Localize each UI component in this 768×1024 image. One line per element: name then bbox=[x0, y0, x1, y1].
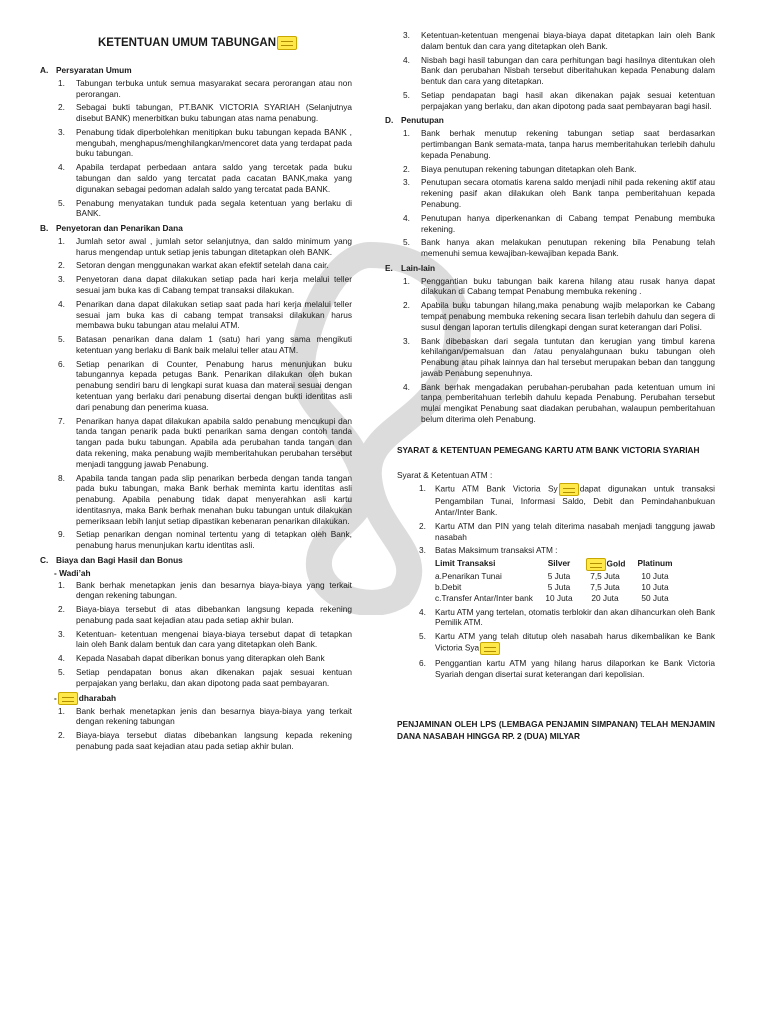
list-item: 8. Apabila tanda tangan pada slip penarikan berbeda dengan tanda tangan pada buku tabungan, maka Bank berhak meminta kartu identitas asli penabung. Apabila penabung tidak dapat menyerahkan asli kartu identitasnya, maka Bank berhak menahan buku tabungan untuk dilakukan pemeriksaan lebih lanjut setiap dipastikan kebenaran penarikan dilakukan. bbox=[58, 472, 352, 526]
section-b-list bbox=[40, 236, 352, 551]
section-d-list bbox=[385, 128, 715, 259]
sticky-note-icon[interactable] bbox=[480, 642, 500, 655]
list-item: 4. Nisbah bagi hasil tabungan dan cara perhitungan bagi hasilnya ditentukan oleh Bank dan perubahan Nisbah tersebut diberitahukan kepada Penabung dalam bentuk dan cara yang ditetapkan. bbox=[403, 54, 715, 87]
mudharabah-title: - dharabah bbox=[54, 692, 117, 703]
list-item: 1. Bank berhak menetapkan jenis dan besarnya biaya-biaya yang terkait dengan rekening tabungan. bbox=[58, 579, 352, 601]
list-item: 6. Setiap penarikan di Counter, Penabung harus menunjukan buku tabungannya kepada petugas Bank. Penarikan dilakukan oleh bukan penabung sendiri baru di lengkapi surat kuasa dan materai sesuai dengan ketentuan yang berlaku dari penabung disertai dengan bukti identitas asli dari penabung dan penerima kuasa. bbox=[58, 358, 352, 412]
list-item: 3. Batas Maksimum transaksi ATM : Limit Transaksi Silver Gold Platinum a.Penarikan Tunai 5 Juta 7,5 Juta 10 Juta b.Debit 5 Juta 7,5 Juta 10 Juta c.Transfer Antar/Inter bank 10 Juta 20 Juta 50 Juta bbox=[385, 545, 715, 603]
list-item: 2. Setoran dengan menggunakan warkat akan efektif setelah dana cair. bbox=[58, 260, 329, 271]
list-item: 2. Biaya-biaya tersebut di atas dibebankan langsung kepada rekening penabung pada saat kejadian atau pada setiap akhir bulan. bbox=[58, 604, 352, 625]
left-column bbox=[40, 30, 352, 755]
sticky-note-icon[interactable] bbox=[277, 36, 297, 50]
wadiah-title: - Wadi’ah bbox=[54, 567, 91, 578]
list-item: 3. Ketentuan-ketentuan mengenai biaya-biaya dapat ditetapkan lain oleh Bank dalam bentuk dan cara yang ditetapkan oleh Bank. bbox=[403, 30, 715, 51]
mudharabah-list bbox=[40, 706, 352, 752]
list-item: 5. Penabung menyatakan tunduk pada segala ketentuan yang berlaku di BANK. bbox=[58, 197, 352, 219]
section-c-title: C. Biaya dan Bagi Hasil dan Bonus bbox=[40, 554, 183, 565]
list-item: 9. Setiap penarikan dengan nominal tertentu yang di tetapkan oleh Bank, penabung harus menunjukan kartu identitas asli. bbox=[58, 529, 352, 551]
sticky-note-icon[interactable] bbox=[58, 692, 78, 705]
list-item: 4. Kartu ATM yang tertelan, otomatis terblokir dan akan dihancurkan oleh Bank Pemilik ATM. bbox=[419, 606, 715, 628]
lps-guarantee-notice: PENJAMINAN OLEH LPS (LEMBAGA PENJAMIN SIMPANAN) TELAH MENJAMIN DANA NASABAH HINGGA RP. 2 (DUA) MILYAR bbox=[397, 718, 715, 742]
list-item: 4. Penutupan hanya diperkenankan di Cabang tempat Penabung membuka rekening. bbox=[403, 212, 715, 234]
section-e-title: E. Lain-lain bbox=[385, 262, 436, 273]
right-column bbox=[385, 30, 715, 743]
list-item: 5. Kartu ATM yang telah ditutup oleh nasabah harus dikembalikan ke Bank Victoria Sya bbox=[385, 631, 715, 655]
list-item: 2. Apabila buku tabungan hilang,maka penabung wajib melaporkan ke Cabang tempat penabung membuka rekening secara lisan terlebih dahulu dan segera di susul dengan laporan tertulis dilengkapi dengan surat keterangan dari Polisi. bbox=[403, 300, 715, 332]
table-row: c.Transfer Antar/Inter bank 10 Juta 20 Juta 50 Juta bbox=[435, 592, 669, 603]
document-title-row bbox=[98, 36, 352, 51]
list-item: 2. Biaya-biaya tersebut diatas dibebankan langsung kepada rekening penabung pada saat kejadian atau pada setiap akhir bulan. bbox=[58, 730, 352, 751]
sticky-note-icon[interactable] bbox=[559, 483, 579, 496]
atm-intro: Syarat & Ketentuan ATM : bbox=[397, 469, 493, 480]
atm-list bbox=[385, 483, 715, 679]
section-c-continued-list bbox=[385, 30, 715, 111]
list-item: 4. Bank berhak mengadakan perubahan-perubahan pada ketentuan umum ini tanpa pemberitahuan terlebih dahulu kepada Penabung. Perubahan tersebut mulai mengikat Penabung saat diadakan perubahan, walaupun pemberitahuan belum diterima oleh Penabung. bbox=[403, 381, 715, 424]
wadiah-list bbox=[40, 580, 352, 689]
section-a-title: A. Persyaratan Umum bbox=[40, 64, 132, 75]
list-item: 2. Kartu ATM dan PIN yang telah diterima nasabah menjadi tanggung jawab nasabah bbox=[419, 520, 715, 542]
list-item: 3. Penabung tidak diperbolehkan menitipkan buku tabungan kepada BANK , mengubah, menghapus/menghilangkan/mencoret data yang terdapat pada buku tabungan. bbox=[58, 126, 352, 159]
list-item: 5. Setiap pendapatan bagi hasil akan dikenakan pajak sesuai ketentuan perpajakan yang berlaku, dan akan dipotong pada saat pembayaran bagi hasil. bbox=[403, 89, 715, 111]
list-item: 5. Batasan penarikan dana dalam 1 (satu) hari yang sama mengikuti ketentuan yang berlaku di Bank baik melalui teller atau ATM. bbox=[58, 334, 352, 355]
list-item: 5. Bank hanya akan melakukan penutupan rekening bila Penabung telah memenuhi semua kewajiban-kewajiban kepada Bank. bbox=[403, 237, 715, 259]
section-a-list bbox=[40, 78, 352, 219]
list-item: 5. Setiap pendapatan bonus akan dikenakan pajak sesuai kentuan perpajakan yang berlaku, dan akan dipotong pada saat pembayaran. bbox=[58, 667, 352, 688]
table-header-row: Limit Transaksi Silver Gold Platinum bbox=[435, 558, 715, 571]
list-item: 1. Bank berhak menutup rekening tabungan setiap saat berdasarkan pertimbangan Bank semata-mata, tanpa harus memberitahukan terlebih dahulu kepada Penabung. bbox=[403, 128, 715, 160]
list-item: 4. Kepada Nasabah dapat diberikan bonus yang diterapkan oleh Bank bbox=[58, 653, 325, 664]
atm-limit-table bbox=[435, 558, 715, 603]
section-b-title: B. Penyetoran dan Penarikan Dana bbox=[40, 223, 183, 234]
list-item: 7. Penarikan hanya dapat dilakukan apabila saldo penabung mencukupi dan tanda tangan penarik pada bukti penarikan sama dengan contoh tanda tangan pada buku tabungan. Apabila ada perubahan tanda tangan dan data rekening, maka penabung wajib memberitahukan perubahan tersebut menjadi tanggung jawab Penabung. bbox=[58, 415, 352, 469]
sticky-note-icon[interactable] bbox=[586, 558, 606, 571]
section-e-list bbox=[385, 276, 715, 425]
list-item: 1. Tabungan terbuka untuk semua masyarakat secara perorangan atau non perorangan. bbox=[58, 77, 352, 99]
list-item: 6. Penggantian kartu ATM yang hilang harus dilaporkan ke Bank Victoria Syariah dengan disertai surat keterangan dari kepolisian. bbox=[419, 657, 715, 679]
list-item: 1. Kartu ATM Bank Victoria Sy dapat digunakan untuk transaksi Pengambilan Tunai, Informasi Saldo, Debit dan Pemindahanbukuan Antar/Inter Bank. bbox=[419, 483, 715, 518]
list-item: 4. Penarikan dana dapat dilakukan setiap saat pada hari kerja melalui teller sesuai jam buka kas di cabang tempat transaksi dilakukan harus membawa buku tabungan atau melalui ATM. bbox=[58, 298, 352, 331]
list-item: 3. Ketentuan- ketentuan mengenai biaya-biaya tersebut dapat di tetapkan lain oleh Bank dalam bentuk dan cara yang ditetapkan oleh Bank. bbox=[58, 628, 352, 650]
list-item: 2. Sebagai bukti tabungan, PT.BANK VICTORIA SYARIAH (Selanjutnya disebut BANK) menerbitkan buku tabungan atas nama penabung. bbox=[58, 102, 352, 124]
list-item: 3. Penyetoran dana dapat dilakukan setiap pada hari kerja melalui teller sesuai jam buka kas di Cabang tempat transaksi dilakukan. bbox=[58, 274, 352, 295]
list-item: 1. Jumlah setor awal , jumlah setor selanjutnya, dan saldo minimum yang harus mengendap untuk setiap jenis tabungan ditetapkan oleh BANK. bbox=[58, 235, 352, 257]
list-item: 1. Penggantian buku tabungan baik karena hilang atau rusak hanya dapat dilakukan di Cabang tempat Penabung membuka rekening . bbox=[403, 275, 715, 297]
section-d-title: D. Penutupan bbox=[385, 115, 444, 126]
table-row: a.Penarikan Tunai 5 Juta 7,5 Juta 10 Juta bbox=[435, 571, 669, 582]
list-item: 3. Penutupan secara otomatis karena saldo menjadi nihil pada rekening aktif atau rekening pasif akan dilakukan oleh Bank tanpa pemberitahuan kepada Penabung. bbox=[403, 177, 715, 209]
list-item: 2. Biaya penutupan rekening tabungan ditetapkan oleh Bank. bbox=[403, 163, 637, 174]
list-item: 1. Bank berhak menetapkan jenis dan besarnya biaya-biaya yang terkait dengan rekening tabungan bbox=[58, 705, 352, 727]
atm-heading: SYARAT & KETENTUAN PEMEGANG KARTU ATM BANK VICTORIA SYARIAH bbox=[397, 444, 700, 455]
list-item: 3. Bank dibebaskan dari segala tuntutan dan kerugian yang timbul karena kehilangan/pemalsuan dan /atau penyalahgunaan buku tabungan oleh Penabung atau pihak lainnya dan hal tersebut merupakan beban dan tanggung jawab Penabung sepenuhnya. bbox=[403, 335, 715, 378]
table-row: b.Debit 5 Juta 7,5 Juta 10 Juta bbox=[435, 582, 669, 593]
atm-terms-block bbox=[385, 445, 715, 680]
document-title: KETENTUAN UMUM TABUNGAN bbox=[98, 37, 277, 49]
list-item: 4. Apabila terdapat perbedaan antara saldo yang tercetak pada buku tabungan dan saldo yang tercatat pada cacatan BANK,maka yang digunakan sebagai pedoman adalah saldo yang tercatat pada BANK. bbox=[58, 162, 352, 194]
